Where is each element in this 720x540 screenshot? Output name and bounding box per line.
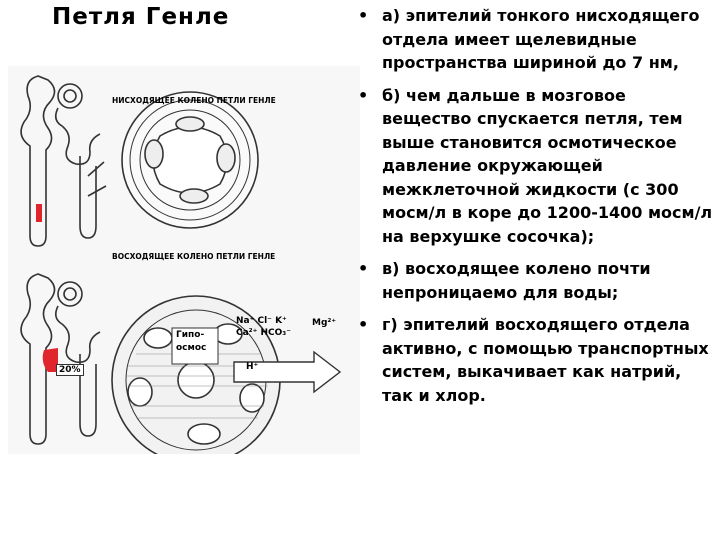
nephron-sketch-bottom — [21, 274, 100, 444]
bullet-item — [352, 257, 714, 304]
descending-highlight — [36, 204, 42, 222]
mg-label: Mg²⁺ — [312, 318, 337, 328]
h-label: H⁺ — [246, 362, 259, 372]
bullet-text: а) эпителий тонкого нисходящего отдела имеет щелевидные пространства шириной до 7 нм, — [382, 6, 700, 72]
bullet-dot: • — [358, 259, 369, 278]
percent-label: 20% — [56, 364, 84, 376]
ion-labels-row2: Ca²⁺ HCO₃⁻ — [236, 328, 291, 338]
descending-caption: НИСХОДЯЩЕЕ КОЛЕНО ПЕТЛИ ГЕНЛЕ — [112, 96, 276, 105]
slide-title: Петля Генле — [52, 4, 230, 30]
bullet-text: б) чем дальше в мозговое вещество спускается петля, тем выше становится осмотическое давление окружающей межклеточной жидкости (с 300 мосм/л в коре до 1200-1400 мосм/л на верхушке сосочка); — [382, 85, 713, 246]
bullet-text: г) эпителий восходящего отдела активно, с помощью транспортных систем, выкачивает как натрий, так и хлор. — [382, 315, 709, 405]
hypo-label-1: Гипо- — [176, 330, 205, 340]
bullet-dot: • — [358, 85, 369, 105]
descending-cross-section — [122, 92, 258, 228]
bullet-item — [352, 4, 714, 75]
ion-labels-row1: Na⁺ Cl⁻ K⁺ — [236, 316, 287, 326]
bullet-dot: • — [358, 6, 369, 25]
bullet-item — [352, 313, 714, 407]
bullet-list — [352, 4, 714, 416]
bullet-text: в) восходящее колено почти непроницаемо для воды; — [382, 259, 651, 302]
ascending-caption: ВОСХОДЯЩЕЕ КОЛЕНО ПЕТЛИ ГЕНЛЕ — [112, 252, 276, 261]
nephron-sketch-top — [21, 76, 106, 246]
loop-of-henle-figure — [8, 66, 360, 454]
bullet-dot: • — [358, 315, 369, 334]
hypo-label-2: осмос — [176, 343, 207, 353]
bullet-item — [352, 84, 714, 249]
